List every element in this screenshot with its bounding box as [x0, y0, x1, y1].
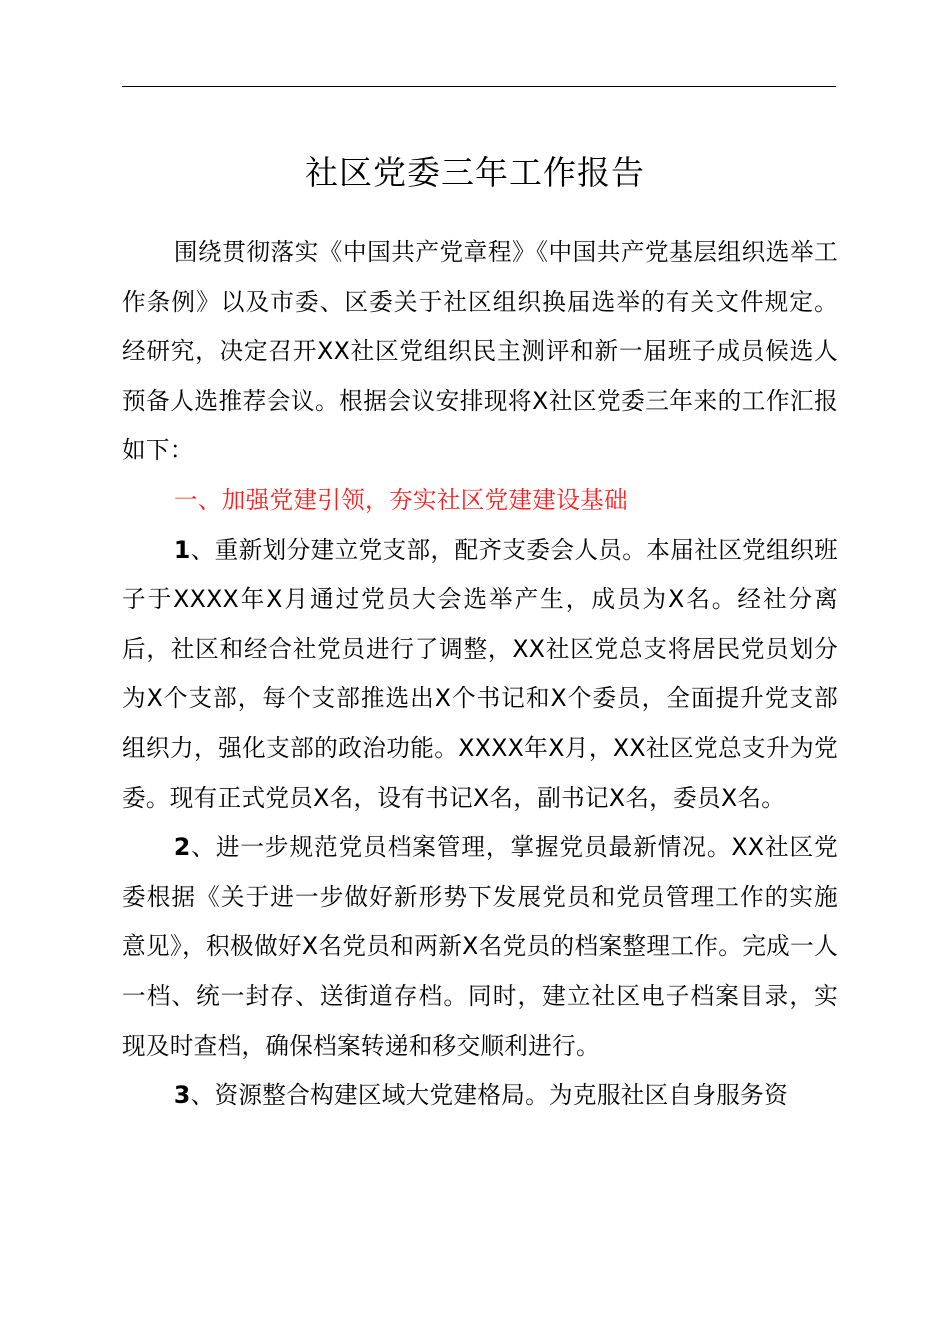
item-number: 3 — [173, 1081, 191, 1110]
header-rule — [122, 86, 836, 87]
document-body — [122, 228, 838, 1121]
item-text: 、资源整合构建区域大党建格局。为克服社区自身服务资 — [190, 1081, 788, 1110]
item-number: 1 — [173, 535, 191, 564]
item-number: 2 — [173, 833, 191, 862]
section-heading: 一、加强党建引领，夯实社区党建建设基础 — [173, 485, 628, 514]
intro-paragraph: 围绕贯彻落实《中国共产党章程》《中国共产党基层组织选举工作条例》以及市委、区委关于社区组织换届选举的有关文件规定。经研究，决定召开XX社区党组织民主测评和新一届班子成员候选人预备人选推荐会议。根据会议安排现将X社区党委三年来的工作汇报如下： — [122, 238, 838, 465]
item-text: 、重新划分建立党支部，配齐支委会人员。本届社区党组织班子于XXXX年X月通过党员大会选举产生，成员为X名。经社分离后，社区和经合社党员进行了调整，XX社区党总支将居民党员划分为X个支部，每个支部推选出X个书记和X个委员，全面提升党支部组织力，强化支部的政治功能。XXXX年X月，XX社区党总支升为党委。现有正式党员X名，设有书记X名，副书记X名，委员X名。 — [122, 535, 838, 812]
item-text: 、进一步规范党员档案管理，掌握党员最新情况。XX社区党委根据《关于进一步做好新形势下发展党员和党员管理工作的实施意见》，积极做好X名党员和两新X名党员的档案整理工作。完成一人一档、统一封存、送街道存档。同时，建立社区电子档案目录，实现及时查档，确保档案转递和移交顺利进行。 — [122, 833, 838, 1060]
list-item — [122, 1071, 838, 1121]
list-item — [122, 823, 838, 1071]
list-item — [122, 526, 838, 824]
document-title: 社区党委三年工作报告 — [305, 153, 645, 192]
